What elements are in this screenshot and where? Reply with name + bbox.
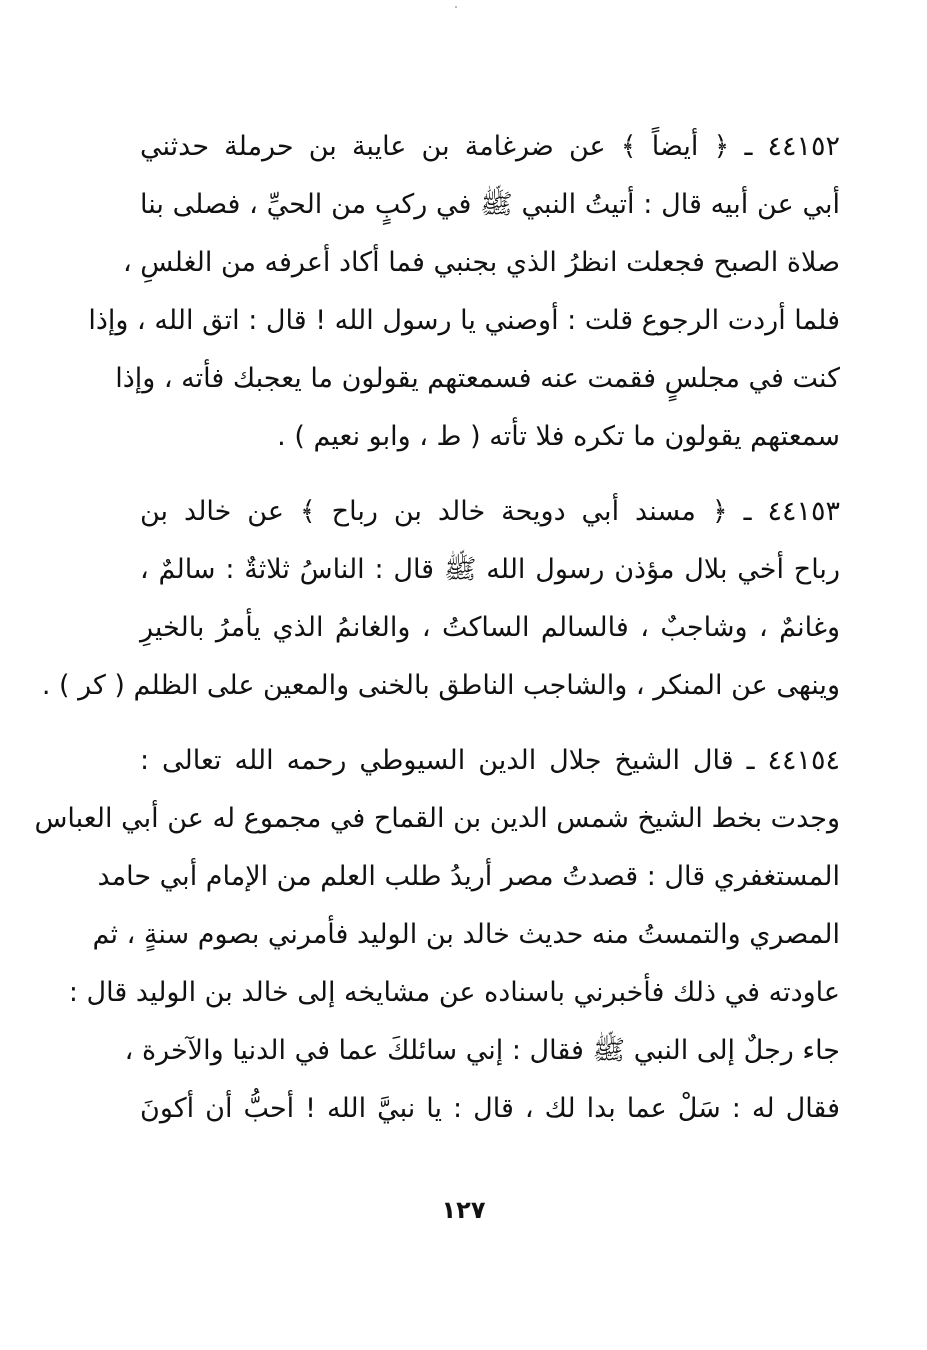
- text-line: المصري والتمستُ منه حديث خالد بن الوليد فأمرني بصوم سنةٍ ، ثم: [92, 919, 840, 950]
- page-number: ١٢٧: [441, 1196, 486, 1224]
- text-line: صلاة الصبح فجعلت انظرُ الذي بجنبي فما أكاد أعرفه من الغلسِ ،: [122, 247, 840, 278]
- text-line: ٤٤١٥٤ ـ قال الشيخ جلال الدين السيوطي رحمه الله تعالى :: [140, 745, 840, 776]
- text-line: وغانمٌ ، وشاجبٌ ، فالسالم الساكتُ ، والغانمُ الذي يأمرُ بالخيرِ: [140, 612, 840, 643]
- text-line: فلما أردت الرجوع قلت : أوصني يا رسول الله ! قال : اتق الله ، وإذا: [88, 305, 840, 336]
- text-line: عاودته في ذلك فأخبرني باسناده عن مشايخه إلى خالد بن الوليد قال :: [68, 977, 840, 1008]
- text-line: فقال له : سَلْ عما بدا لك ، قال : يا نبيَّ الله ! أحبُّ أن أكونَ: [140, 1093, 840, 1124]
- text-line: وجدت بخط الشيخ شمس الدين بن القماح في مجموع له عن أبي العباس: [34, 803, 840, 834]
- text-line: ٤٤١٥٢ ـ ﴿ أيضاً ﴾ عن ضرغامة بن عايبة بن حرملة حدثني: [140, 131, 840, 162]
- text-line: المستغفري قال : قصدتُ مصر أريدُ طلب العلم من الإمام أبي حامد: [97, 861, 840, 892]
- text-line: وينهى عن المنكر ، والشاجب الناطق بالخنى والمعين على الظلم ( كر ) .: [41, 670, 840, 701]
- text-line: جاء رجلٌ إلى النبي ﷺ فقال : إني سائلكَ عما في الدنيا والآخرة ،: [124, 1035, 840, 1066]
- hadith-paragraph-44154: [34, 732, 840, 1138]
- text-line: رباح أخي بلال مؤذن رسول الله ﷺ قال : الناسُ ثلاثةٌ : سالمٌ ،: [140, 554, 840, 585]
- text-line: ٤٤١٥٣ ـ ﴿ مسند أبي دويحة خالد بن رباح ﴾ عن خالد بن: [140, 496, 840, 527]
- text-line: سمعتهم يقولون ما تكره فلا تأته ( ط ، وابو نعيم ) .: [277, 421, 840, 452]
- text-line: أبي عن أبيه قال : أتيتُ النبي ﷺ في ركبٍ من الحيِّ ، فصلى بنا: [140, 189, 840, 220]
- text-line: كنت في مجلسٍ فقمت عنه فسمعتهم يقولون ما يعجبك فأته ، وإذا: [115, 363, 840, 394]
- scan-mark: [455, 6, 457, 8]
- hadith-paragraph-44153: [41, 483, 840, 715]
- hadith-paragraph-44152: [88, 118, 840, 466]
